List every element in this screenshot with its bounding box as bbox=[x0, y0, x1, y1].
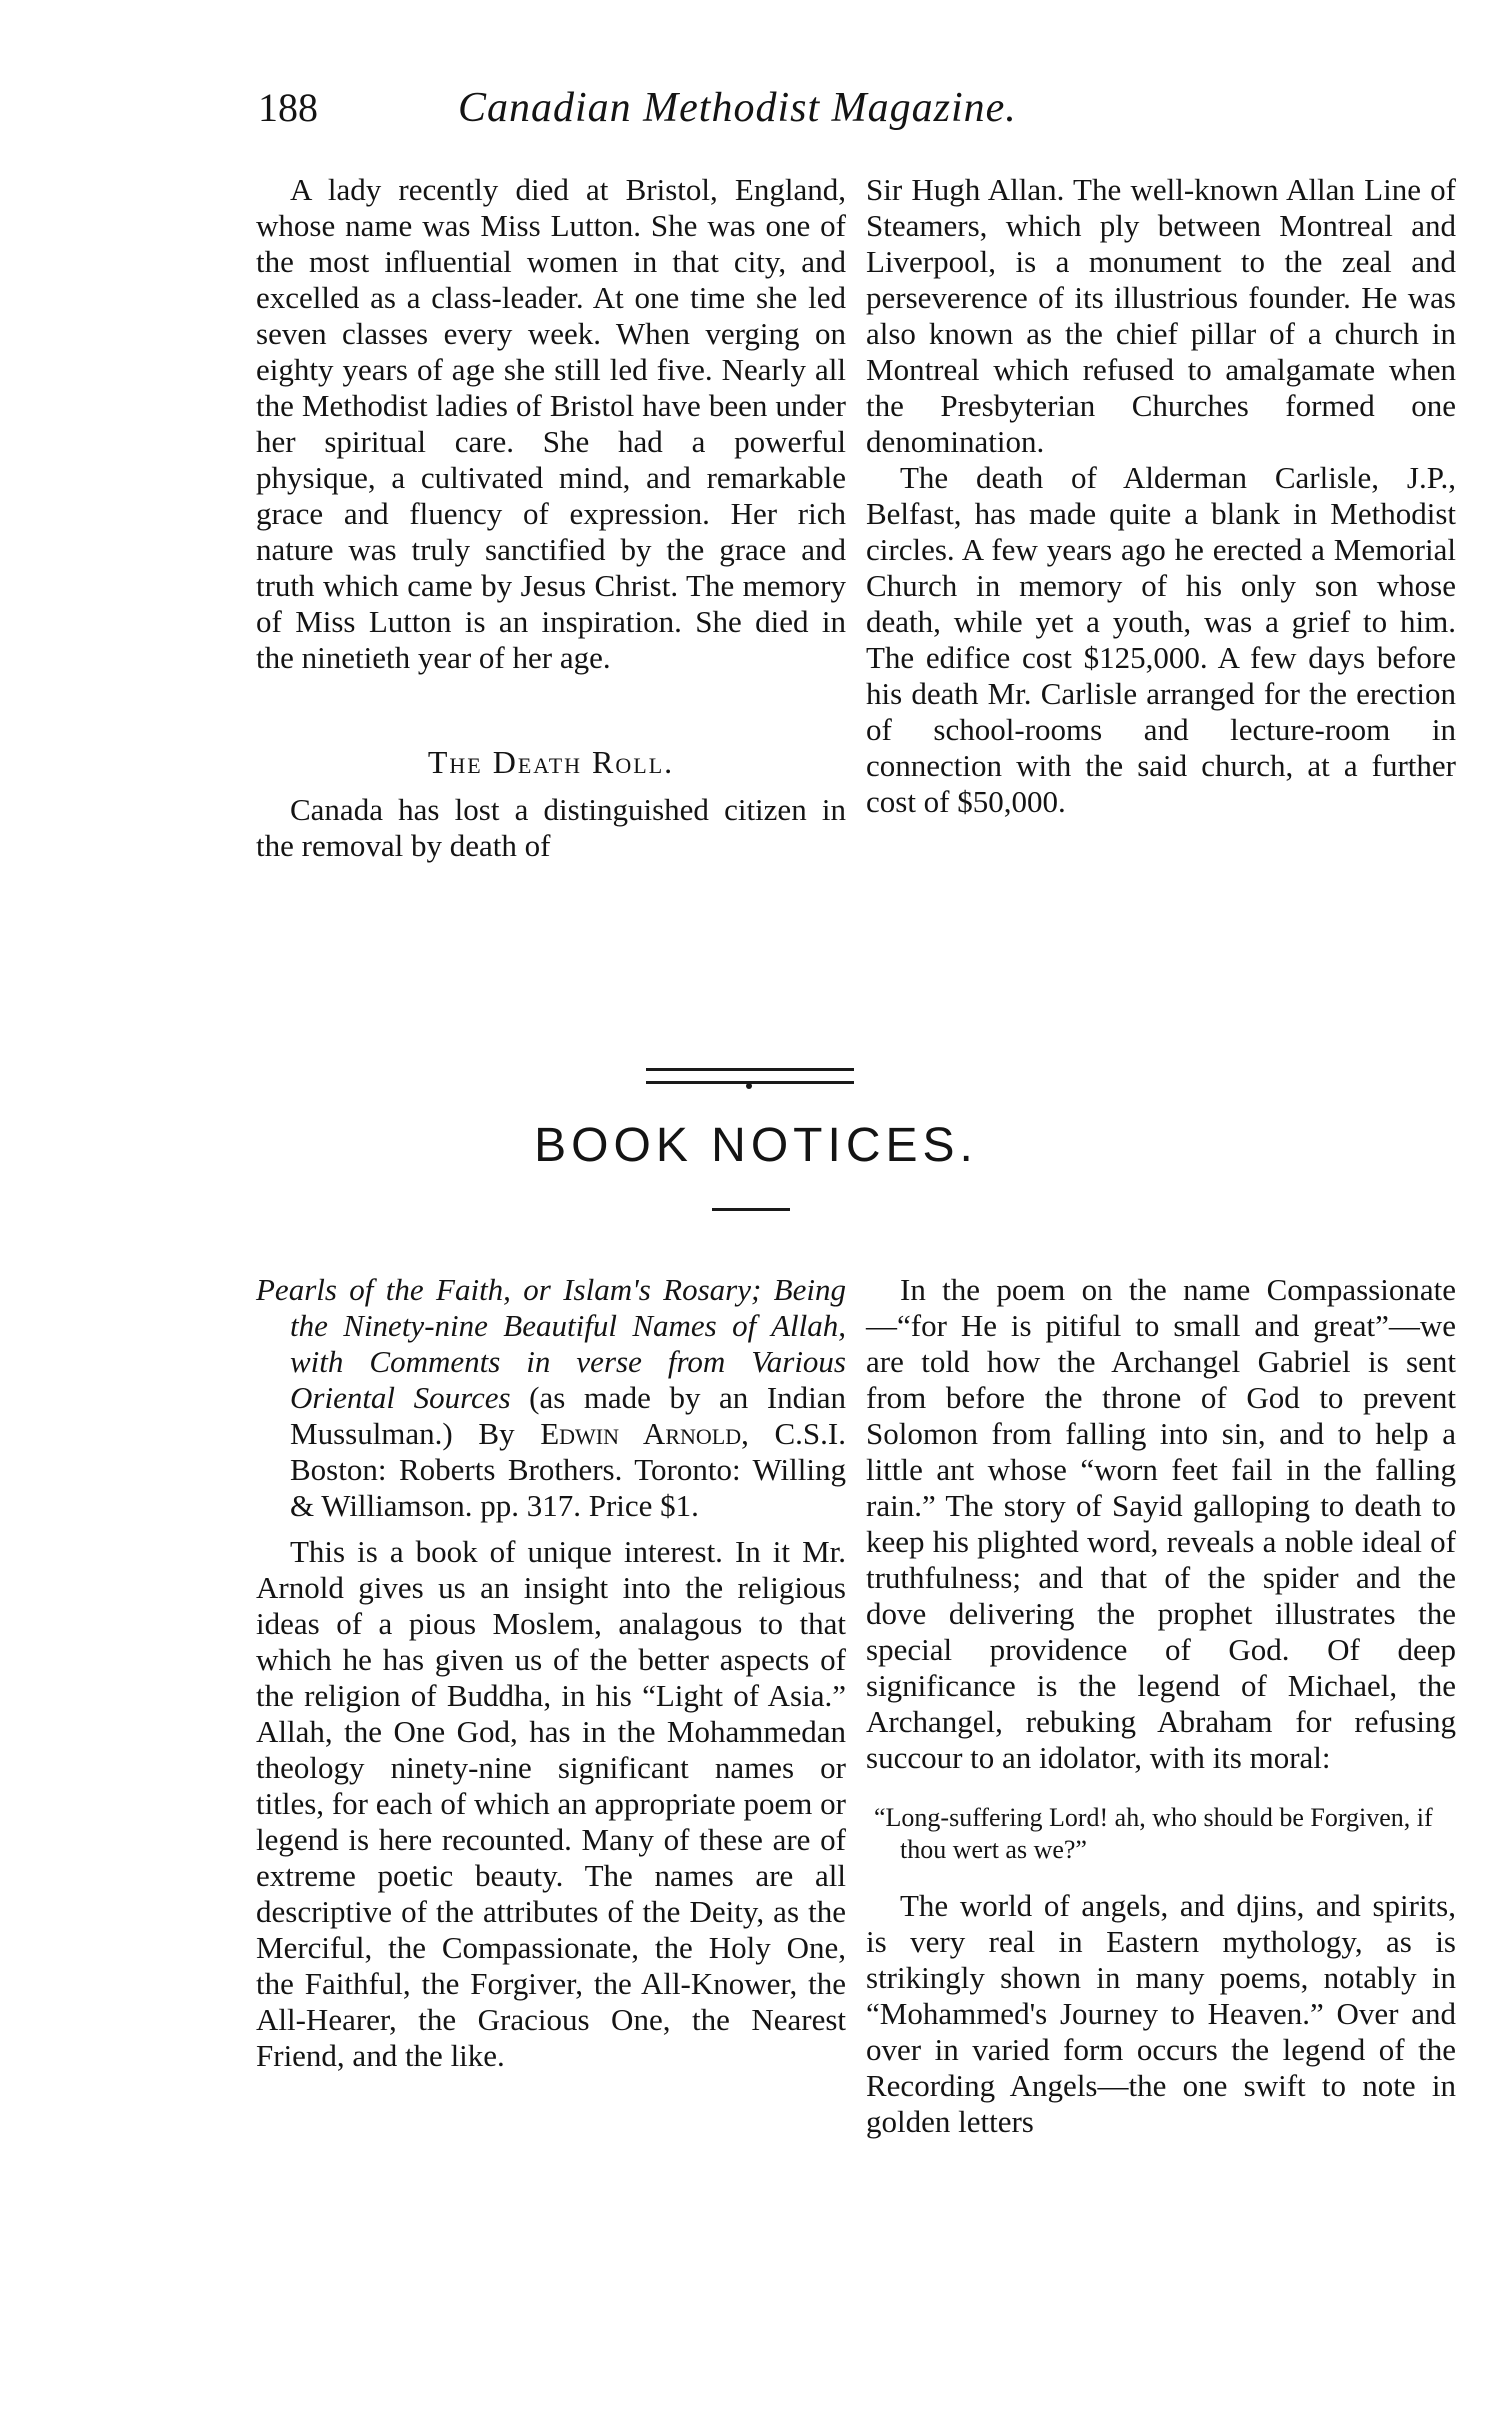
carlisle-paragraph: The death of Alderman Carlisle, J.P., Belfast, has made quite a blank in Methodist circles. A few years ago he erected a Memorial Church in memory of his only son whose death, while yet a youth, was a grief to him. The edifice cost $125,000. A few days before his death Mr. Carlisle arranged for the erection of school-rooms and lecture-room in connection with the said church, at a further cost of $50,000. bbox=[866, 460, 1456, 819]
death-roll-paragraph: Canada has lost a distinguished citizen in the removal by death of bbox=[256, 792, 846, 863]
lutton-obituary-paragraph: A lady recently died at Bristol, England, whose name was Miss Lutton. She was one of the most influential women in that city, and excelled as a class-leader. At one time she led seven classes every week. When verging on eighty years of age she still led five. Nearly all the Methodist ladies of Bristol have been under her spiritual care. She had a powerful physique, a cultivated mind, and remarkable grace and fluency of expression. Her rich nature was truly sanctified by the grace and truth which came by Jesus Christ. The memory of Miss Lutton is an inspiration. She died in the ninetieth year of her age. bbox=[256, 172, 846, 675]
section-divider-dot bbox=[746, 1083, 752, 1089]
book-note: (as made by an Indian Mussulman.) By bbox=[290, 1380, 847, 1451]
review-paragraph-2: In the poem on the name Compassionate—“for He is pitiful to small and great”—we are told how the Archangel Gabriel is sent from before the throne of God to prevent Solomon from falling into sin, and to help a little ant whose “worn feet fail in the falling rain.” The story of Sayid galloping to death to keep his plighted word, reveals a noble ideal of truthfulness; and that of the spider and the dove delivering the prophet illustrates the special providence of God. Of deep significance is the legend of Michael, the Archangel, rebuking Abraham for refusing succour to an idolator, with its moral: bbox=[866, 1272, 1456, 1775]
running-title: Canadian Methodist Magazine. bbox=[458, 85, 1017, 131]
top-left-column bbox=[256, 172, 846, 864]
review-paragraph-3: The world of angels, and djins, and spirits, is very real in Eastern mythology, as is strikingly shown in many poems, notably in “Mohammed's Journey to Heaven.” Over and over in varied form occurs the legend of the Recording Angels—the one swift to note in golden letters bbox=[866, 1888, 1456, 2139]
heading-underline-rule bbox=[712, 1208, 790, 1211]
review-paragraph-1: This is a book of unique interest. In it Mr. Arnold gives us an insight into the religious ideas of a pious Moslem, analagous to that which he has given us of the better aspects of the religion of Buddha, in his “Light of Asia.” Allah, the One God, has in the Mohammedan theology ninety-nine significant names or titles, for each of which an appropriate poem or legend is here recounted. Many of these are of extreme poetic beauty. The names are all descriptive of the attributes of the Deity, as the Merciful, the Compassionate, the Holy One, the Faithful, the Forgiver, the All-Knower, the All-Hearer, the Gracious One, the Nearest Friend, and the like. bbox=[256, 1534, 846, 2073]
book-author: Edwin Arnold bbox=[540, 1416, 742, 1451]
top-right-column bbox=[866, 172, 1456, 820]
allan-paragraph: Sir Hugh Allan. The well-known Allan Line of Steamers, which ply between Montreal and Liverpool, is a monument to the zeal and perseverence of its illustrious founder. He was also known as the chief pillar of a church in Montreal which refused to amalgamate when the Presbyterian Churches formed one denomination. bbox=[866, 172, 1456, 459]
bottom-left-column bbox=[256, 1272, 846, 2074]
page-number: 188 bbox=[258, 85, 318, 130]
book-title: Pearls of the Faith, or Islam's Rosary; Being the Ninety-nine Beautiful Names of Allah, with Comments in verse from Various Oriental Sources bbox=[256, 1272, 846, 1415]
book-notices-heading: BOOK NOTICES. bbox=[534, 1119, 978, 1172]
bottom-right-column bbox=[866, 1272, 1456, 2140]
book-citation bbox=[256, 1272, 846, 1524]
section-divider-double-rule bbox=[646, 1068, 854, 1084]
death-roll-heading: The Death Roll. bbox=[427, 744, 675, 780]
book-publisher: , C.S.I. Boston: Roberts Brothers. Toronto: Willing & Williamson. pp. 317. Price $1. bbox=[290, 1416, 846, 1523]
running-head bbox=[258, 78, 1258, 138]
verse-quote: “Long-suffering Lord! ah, who should be Forgiven, if thou wert as we?” bbox=[874, 1803, 1433, 1864]
